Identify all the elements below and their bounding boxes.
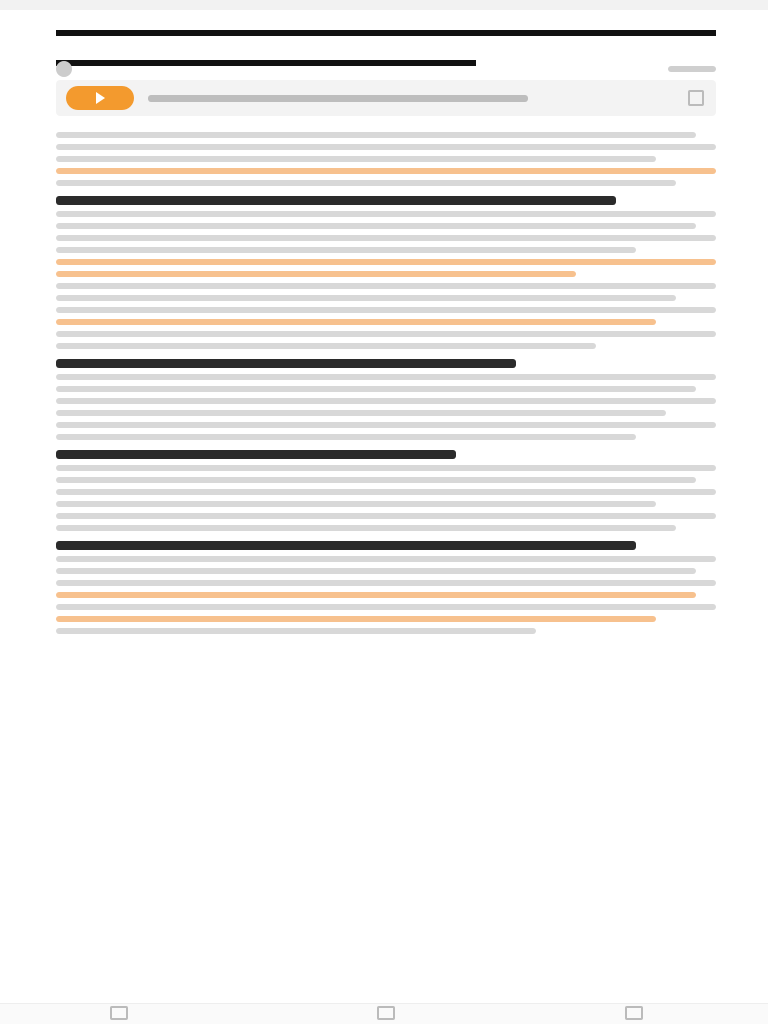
text-line xyxy=(56,580,716,586)
text-line xyxy=(56,556,716,562)
title-line-1 xyxy=(56,12,716,36)
text-line xyxy=(56,374,716,380)
text-line xyxy=(56,501,656,507)
home-icon[interactable] xyxy=(377,1006,395,1020)
text-line xyxy=(56,283,716,289)
menu-icon[interactable] xyxy=(625,1006,643,1020)
text-line xyxy=(56,211,716,217)
text-line xyxy=(56,604,716,610)
text-line xyxy=(56,223,696,229)
section-heading xyxy=(56,541,636,550)
text-line xyxy=(56,156,656,162)
text-line xyxy=(56,295,676,301)
text-line xyxy=(56,628,536,634)
text-line xyxy=(56,259,716,265)
text-line xyxy=(56,168,716,174)
text-line xyxy=(56,331,716,337)
status-bar xyxy=(0,0,768,10)
article-body xyxy=(56,126,716,640)
text-line xyxy=(56,525,676,531)
text-line xyxy=(56,465,716,471)
author-row xyxy=(56,60,716,78)
text-line xyxy=(56,386,696,392)
back-icon[interactable] xyxy=(110,1006,128,1020)
text-line xyxy=(56,489,716,495)
text-line xyxy=(56,307,716,313)
section-heading xyxy=(56,450,456,459)
text-line xyxy=(56,422,716,428)
avatar[interactable] xyxy=(56,61,72,77)
playlist-icon[interactable] xyxy=(688,90,704,106)
text-line xyxy=(56,616,656,622)
author-meta xyxy=(668,66,716,72)
text-line xyxy=(56,398,716,404)
audio-player[interactable] xyxy=(56,80,716,116)
text-line xyxy=(56,568,696,574)
text-line xyxy=(56,144,716,150)
text-line xyxy=(56,180,676,186)
section-heading xyxy=(56,359,516,368)
text-line xyxy=(56,235,716,241)
text-line xyxy=(56,592,696,598)
play-icon xyxy=(96,92,105,104)
text-line xyxy=(56,132,696,138)
player-title xyxy=(148,95,528,102)
text-line xyxy=(56,477,696,483)
text-line xyxy=(56,247,636,253)
play-button[interactable] xyxy=(66,86,134,110)
section-heading xyxy=(56,196,616,205)
text-line xyxy=(56,343,596,349)
text-line xyxy=(56,319,656,325)
text-line xyxy=(56,410,666,416)
text-line xyxy=(56,271,576,277)
text-line xyxy=(56,434,636,440)
bottom-nav xyxy=(0,1003,768,1024)
text-line xyxy=(56,513,716,519)
